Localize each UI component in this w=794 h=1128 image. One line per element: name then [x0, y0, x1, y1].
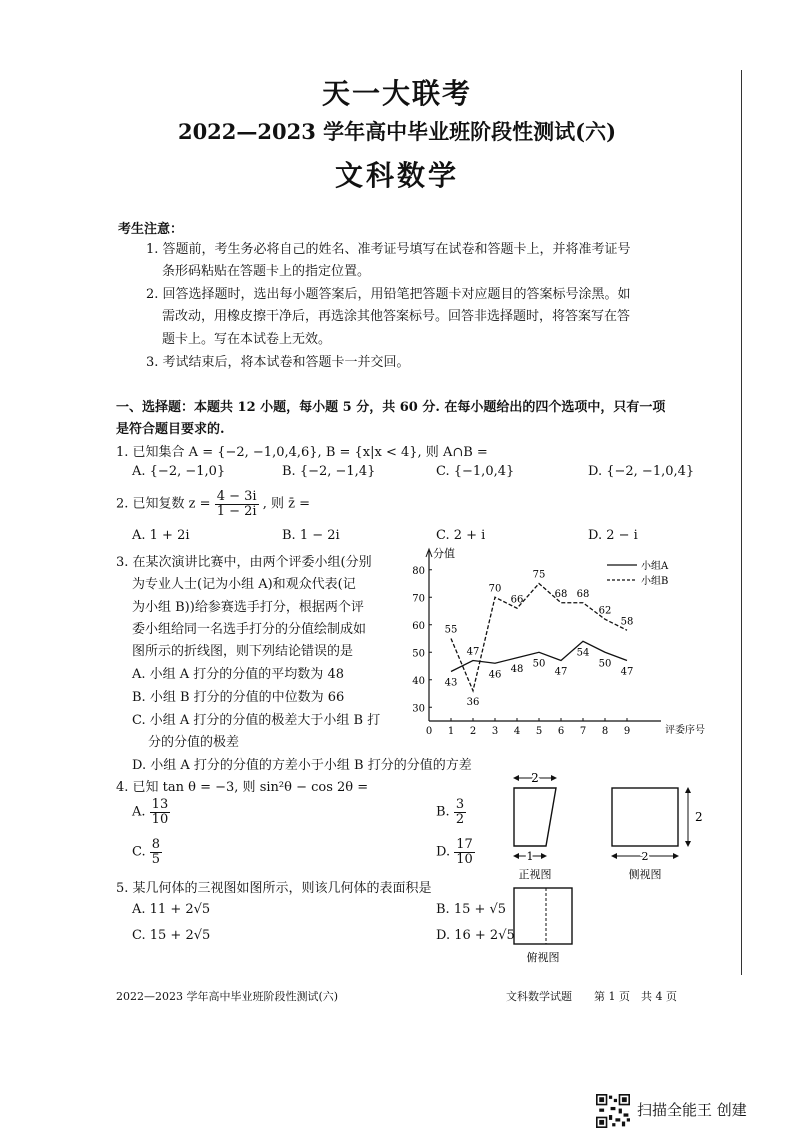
legend-label: 小组B — [641, 576, 669, 587]
x-tick-label: 7 — [579, 726, 587, 737]
q2-fraction-num: 4 − 3i — [216, 489, 257, 504]
three-views-figure — [500, 768, 720, 968]
q3-option-c: C. 小组 A 打分的分值的极差大于小组 B 打 — [132, 713, 381, 728]
q4-option-fraction — [454, 838, 475, 866]
data-label: 36 — [466, 696, 480, 708]
q3-option-b: B. 小组 B 打分的分值的中位数为 66 — [132, 690, 345, 705]
x-tick-label: 5 — [535, 726, 543, 737]
frac-den: 5 — [151, 851, 161, 867]
y-tick-label: 60 — [412, 620, 425, 632]
q2-fraction-den: 1 − 2i — [216, 503, 257, 519]
x-axis-label: 评委序号 — [665, 725, 705, 736]
q4-option-d — [436, 838, 475, 866]
q4-option-label: A. — [132, 804, 146, 820]
q4-option-b — [436, 798, 466, 826]
frac-num: 8 — [151, 837, 161, 852]
notice-line: 1. 答题前，考生务必将自己的姓名、准考证号填写在试卷和答题卡上，并将准考证号 — [146, 242, 631, 257]
frac-den: 10 — [151, 811, 169, 827]
q3-stem-line: 3. 在某次演讲比赛中，由两个评委小组(分别 — [116, 555, 372, 570]
data-label: 48 — [510, 663, 524, 675]
x-tick-label: 1 — [447, 726, 455, 737]
dim-side-height-label: 2 — [695, 810, 703, 824]
exam-org: 天一大联考 — [321, 77, 472, 110]
y-tick-label: 80 — [412, 565, 425, 577]
data-label: 46 — [488, 669, 502, 681]
section-title-cont: 是符合题目要求的. — [116, 422, 225, 437]
data-label: 47 — [466, 646, 480, 658]
q5-option-c: C. 15 + 2√5 — [132, 928, 211, 943]
y-tick-label: 30 — [412, 703, 425, 715]
x-tick-label: 9 — [623, 726, 631, 737]
q2-option-d: D. 2 − i — [588, 528, 638, 543]
footer-right: 文科数学试题 第 1 页 共 4 页 — [506, 990, 677, 1003]
q2-option-c: C. 2 + i — [436, 528, 486, 543]
y-axis-label: 分值 — [433, 547, 455, 560]
q4-option-label: D. — [436, 844, 451, 860]
q4-stem: 4. 已知 tan θ = −3, 则 sin²θ − cos 2θ = — [116, 780, 369, 795]
data-label: 68 — [554, 588, 568, 600]
dim-side-width-label: 2 — [641, 850, 649, 863]
q4-option-a — [132, 798, 170, 826]
frac-num: 17 — [456, 837, 473, 852]
top-view — [514, 888, 572, 964]
q5-option-d: D. 16 + 2√5 — [436, 928, 515, 943]
frac-num: 13 — [151, 797, 169, 812]
margin-line — [741, 70, 742, 975]
data-label: 68 — [576, 588, 590, 600]
q2-stem — [116, 490, 310, 518]
data-label: 50 — [598, 658, 612, 670]
y-tick-label: 50 — [412, 648, 425, 660]
front-view — [514, 771, 556, 881]
data-label: 47 — [620, 666, 634, 678]
x-tick-label: 2 — [469, 726, 477, 737]
frac-num: 3 — [455, 797, 465, 812]
q2-fraction — [215, 490, 259, 518]
q1-option-c: C. {−1,0,4} — [436, 464, 515, 479]
data-label: 75 — [532, 569, 546, 581]
scanner-watermark: 扫描全能王 创建 — [637, 1101, 747, 1119]
data-label: 66 — [510, 594, 524, 606]
data-label: 54 — [576, 647, 590, 659]
q1-option-b: B. {−2, −1,4} — [282, 464, 376, 479]
q2-stem-prefix: 2. 已知复数 z = — [116, 496, 211, 512]
frac-den: 10 — [456, 851, 473, 867]
q2-option-a: A. 1 + 2i — [132, 528, 190, 543]
q5-option-a: A. 11 + 2√5 — [132, 902, 211, 917]
q4-option-label: C. — [132, 844, 146, 860]
data-label: 47 — [554, 666, 568, 678]
q5-option-b: B. 15 + √5 — [436, 902, 507, 917]
q3-stem-line: 图所示的折线图，则下列结论错误的是 — [132, 644, 354, 659]
data-label: 58 — [620, 616, 634, 628]
q4-option-label: B. — [436, 804, 450, 820]
q4-option-c — [132, 838, 162, 866]
top-view-label: 俯视图 — [526, 951, 560, 964]
x-tick-label: 3 — [491, 726, 499, 737]
q2-stem-suffix: , 则 z̄ = — [262, 496, 310, 512]
q4-option-fraction — [454, 798, 466, 826]
y-tick-label: 70 — [412, 593, 425, 605]
q3-option-a: A. 小组 A 打分的分值的平均数为 48 — [132, 667, 344, 682]
q3-stem-line: 委小组给同一名选手打分的分值绘制成如 — [132, 622, 367, 637]
qr-code-icon — [596, 1094, 630, 1128]
x-tick-label: 4 — [513, 726, 521, 737]
notice-line: 3. 考试结束后，将本试卷和答题卡一并交回。 — [146, 355, 410, 370]
q4-option-fraction — [150, 838, 162, 866]
x-tick-label: 6 — [557, 726, 565, 737]
data-label: 55 — [444, 624, 458, 636]
series-line-b — [451, 584, 627, 691]
y-tick-label: 40 — [412, 675, 425, 687]
q1-option-d: D. {−2, −1,0,4} — [588, 464, 695, 479]
q5-stem: 5. 某几何体的三视图如图所示，则该几何体的表面积是 — [116, 881, 432, 896]
q4-option-fraction — [150, 798, 171, 826]
data-label: 62 — [598, 605, 612, 617]
notice-line: 2. 回答选择题时，选出每小题答案后，用铅笔把答题卡对应题目的答案标号涂黑。如 — [146, 287, 631, 302]
dim-top-label: 2 — [531, 771, 539, 785]
data-label: 70 — [488, 583, 502, 595]
data-label: 50 — [532, 658, 546, 670]
x-tick-label: 0 — [425, 726, 433, 737]
legend-label: 小组A — [641, 561, 669, 572]
notice-line: 需改动，用橡皮擦干净后，再选涂其他答案标号。回答非选择题时，将答案写在答 — [162, 309, 631, 324]
q1-option-a: A. {−2, −1,0} — [132, 464, 226, 479]
side-view — [612, 788, 703, 881]
q3-option-c-cont: 分的分值的极差 — [148, 735, 240, 750]
notice-line: 题卡上。写在本试卷上无效。 — [162, 332, 332, 347]
notice-title: 考生注意： — [118, 222, 184, 237]
dim-bottom-label: 1 — [526, 850, 534, 863]
line-chart — [412, 543, 705, 738]
x-tick-label: 8 — [601, 726, 609, 737]
frac-den: 2 — [455, 811, 465, 827]
q3-stem-line: 为小组 B))给参赛选手打分，根据两个评 — [132, 600, 364, 615]
q2-option-b: B. 1 − 2i — [282, 528, 340, 543]
front-view-label: 正视图 — [518, 868, 552, 881]
exam-title: 2022—2023 学年高中毕业班阶段性测试(六) — [177, 119, 617, 144]
q1-stem: 1. 已知集合 A = {−2, −1,0,4,6}, B = {x|x < 4}, 则 A∩B = — [116, 445, 488, 460]
footer-left: 2022—2023 学年高中毕业班阶段性测试(六) — [116, 990, 339, 1003]
notice-line: 条形码粘贴在答题卡上的指定位置。 — [162, 264, 371, 279]
q3-option-d: D. 小组 A 打分的分值的方差小于小组 B 打分的分值的方差 — [132, 758, 472, 773]
side-view-label: 侧视图 — [628, 868, 662, 881]
section-title: 一、选择题：本题共 12 小题，每小题 5 分，共 60 分. 在每小题给出的四个选项中，只有一项 — [116, 400, 666, 415]
data-label: 43 — [444, 677, 458, 689]
exam-subject: 文科数学 — [334, 159, 459, 192]
q3-stem-line: 为专业人士(记为小组 A)和观众代表(记 — [132, 577, 356, 592]
